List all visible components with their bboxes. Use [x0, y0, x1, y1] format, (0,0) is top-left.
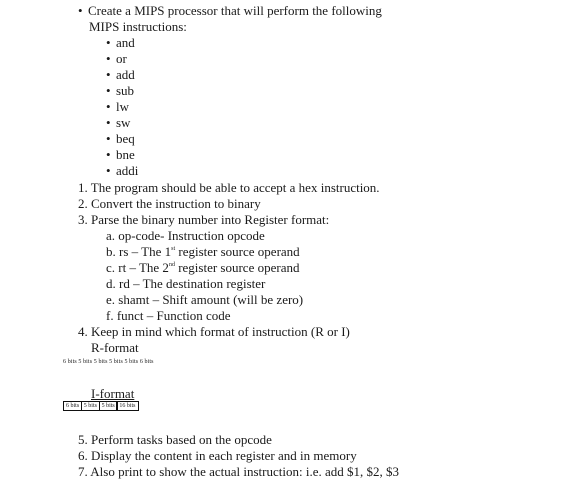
r-format-title: R-format — [91, 340, 139, 355]
step-7: 7. Also print to show the actual instruction: i.e. add $1, $2, $3 — [78, 464, 399, 479]
field-rt — [106, 260, 299, 276]
field-rt-sup: nd — [168, 262, 175, 268]
i-format-title: I-format — [91, 386, 135, 401]
i-format-box: 6 bits — [63, 401, 82, 411]
i-format-box: 5 bits — [99, 401, 118, 411]
field-rt-text: c. rt – The 2 — [106, 260, 169, 275]
intro-line-2: MIPS instructions: — [89, 19, 187, 34]
field-rs-text: b. rs – The 1 — [106, 244, 172, 259]
step-5: 5. Perform tasks based on the opcode — [78, 432, 272, 447]
step-2: 2. Convert the instruction to binary — [78, 196, 261, 211]
instruction-item: • lw — [116, 99, 129, 115]
field-rd: d. rd – The destination register — [106, 276, 266, 291]
field-rt-rest: register source operand — [174, 260, 300, 275]
instruction-item: • sw — [116, 115, 130, 131]
field-shamt: e. shamt – Shift amount (will be zero) — [106, 292, 304, 307]
field-funct: f. funct – Function code — [106, 308, 231, 323]
field-rs-rest: register source operand — [175, 244, 300, 259]
step-1: 1. The program should be able to accept a hex instruction. — [78, 180, 380, 195]
instruction-item: • and — [116, 35, 135, 51]
r-format-bits: 6 bits 5 bits 5 bits 5 bits 5 bits 6 bits — [63, 359, 154, 365]
i-format-box: 5 bits — [81, 401, 100, 411]
step-4: 4. Keep in mind which format of instruction (R or I) — [78, 324, 350, 339]
instruction-item: • bne — [116, 147, 135, 163]
instruction-item: • addi — [116, 163, 138, 179]
step-6: 6. Display the content in each register and in memory — [78, 448, 357, 463]
field-opcode: a. op-code- Instruction opcode — [106, 228, 265, 243]
instruction-item: • sub — [116, 83, 134, 99]
instruction-item: • beq — [116, 131, 135, 147]
field-rs-sup: st — [171, 246, 176, 252]
instruction-item: • add — [116, 67, 135, 83]
step-3: 3. Parse the binary number into Register format: — [78, 212, 330, 227]
i-format-box: 16 bits — [116, 401, 138, 411]
i-format-boxes — [63, 401, 137, 411]
instruction-item: • or — [116, 51, 127, 67]
field-rs — [106, 244, 300, 260]
intro-line-1: • Create a MIPS processor that will perform the following — [88, 3, 382, 19]
